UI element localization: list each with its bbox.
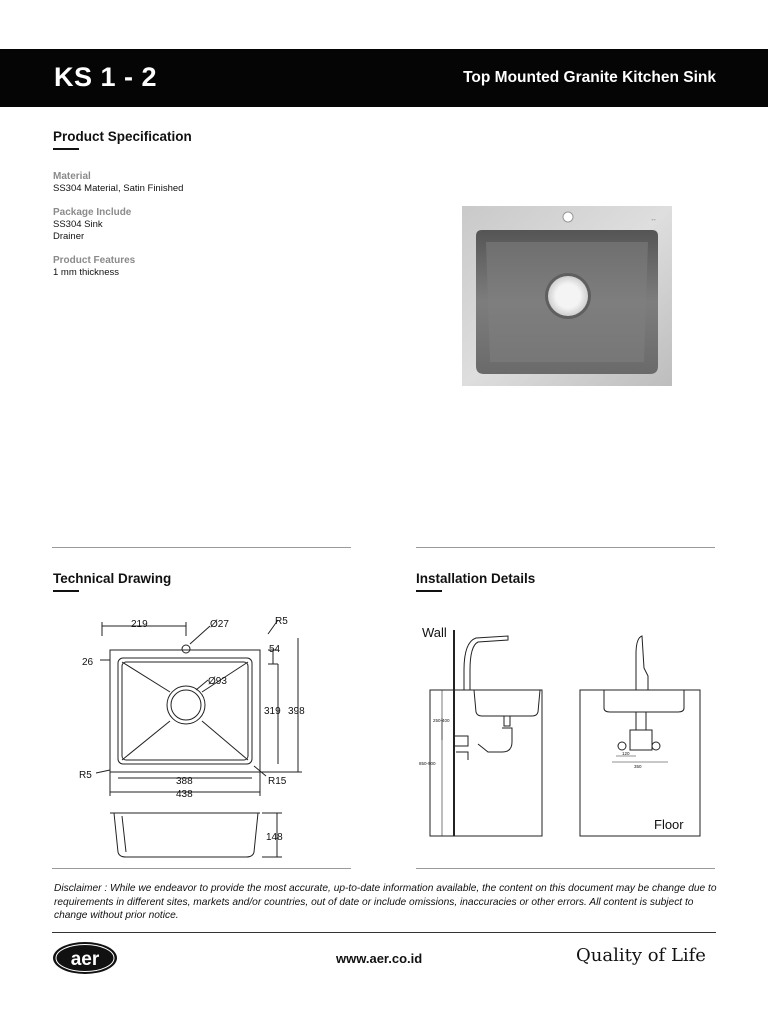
dim-850-900: 850-900	[419, 761, 436, 766]
technical-title-underline	[53, 590, 79, 592]
dim-d27: Ø27	[210, 619, 229, 630]
installation-drawing	[416, 620, 716, 842]
package-label: Package Include	[53, 207, 132, 218]
dim-r5-bottom: R5	[79, 770, 92, 781]
slope-line-1	[122, 662, 170, 692]
trap-pipe	[478, 728, 512, 752]
tagline: Quality of Life	[576, 945, 706, 966]
technical-title: Technical Drawing	[53, 571, 172, 586]
dim-319: 319	[264, 706, 281, 717]
divider-left-bottom	[52, 868, 351, 869]
valve-left	[454, 736, 468, 746]
floor-label: Floor	[654, 817, 684, 832]
bowl-outline	[118, 658, 252, 764]
slope-line-4	[202, 721, 248, 760]
divider-left-top	[52, 547, 351, 548]
leader-d27	[190, 626, 210, 644]
spec-title: Product Specification	[53, 129, 192, 144]
dim-350: 350	[634, 764, 642, 769]
cabinet-left	[430, 690, 542, 836]
sink-profile-left	[462, 690, 542, 716]
dim-120: 120	[622, 751, 630, 756]
dim-r15: R15	[268, 776, 287, 787]
dim-388: 388	[176, 776, 193, 787]
sink-photo	[462, 206, 672, 386]
sink-profile-right	[602, 690, 686, 712]
features-label: Product Features	[53, 255, 136, 266]
dim-250-400: 250-400	[433, 718, 450, 723]
arrow-mark-icon: ↔	[650, 216, 657, 223]
faucet-left	[464, 636, 508, 690]
material-value: SS304 Material, Satin Finished	[53, 183, 184, 194]
footer-divider	[52, 932, 716, 933]
divider-right-bottom	[416, 868, 715, 869]
dim-148: 148	[266, 832, 283, 843]
drain-outer-circle	[167, 686, 205, 724]
inlet-pipe	[456, 752, 468, 760]
drain-right	[636, 712, 646, 730]
drain-inner-circle	[171, 690, 201, 720]
website-link[interactable]: www.aer.co.id	[336, 951, 423, 966]
tap-hole-circle	[182, 645, 190, 653]
model-title: KS 1 - 2	[54, 62, 158, 92]
aer-logo-text: aer	[70, 949, 100, 970]
trap-right	[630, 730, 652, 750]
bowl-inner-outline	[122, 662, 248, 760]
product-subtitle: Top Mounted Granite Kitchen Sink	[463, 69, 716, 86]
technical-drawing	[70, 606, 330, 866]
features-value: 1 mm thickness	[53, 267, 119, 278]
divider-right-top	[416, 547, 715, 548]
dim-r5-top: R5	[275, 616, 288, 627]
dim-219: 219	[131, 619, 148, 630]
leader-d93	[196, 680, 208, 690]
dim-54: 54	[269, 644, 281, 655]
installation-title-underline	[416, 590, 442, 592]
drain-pipe	[504, 716, 510, 726]
dim-438: 438	[176, 789, 193, 800]
valve-right-2	[652, 742, 660, 750]
installation-title: Installation Details	[416, 571, 536, 586]
leader-r5-bottom	[96, 770, 110, 773]
slope-line-3	[122, 721, 170, 760]
material-label: Material	[53, 171, 91, 182]
package-value-1: SS304 Sink	[53, 219, 103, 230]
side-inner-line	[122, 816, 126, 852]
faucet-hole	[563, 212, 573, 222]
disclaimer-text: Disclaimer : While we endeavor to provide the most accurate, up-to-date information available, the content on this document may be change due to requirements in different sites, markets and/or countries, out of date or include omissions, inaccuracies or other errors. All content is subject to change without prior notice.	[54, 883, 717, 921]
sink-side-view	[110, 813, 260, 857]
dim-26: 26	[82, 657, 94, 668]
dim-d93: Ø93	[208, 676, 227, 687]
drain-hole	[548, 276, 588, 316]
wall-label: Wall	[422, 625, 447, 640]
spec-title-underline	[53, 148, 79, 150]
faucet-right	[636, 636, 648, 690]
package-value-2: Drainer	[53, 231, 85, 242]
dim-398: 398	[288, 706, 305, 717]
aer-logo	[52, 941, 118, 975]
valve-right-1	[618, 742, 626, 750]
